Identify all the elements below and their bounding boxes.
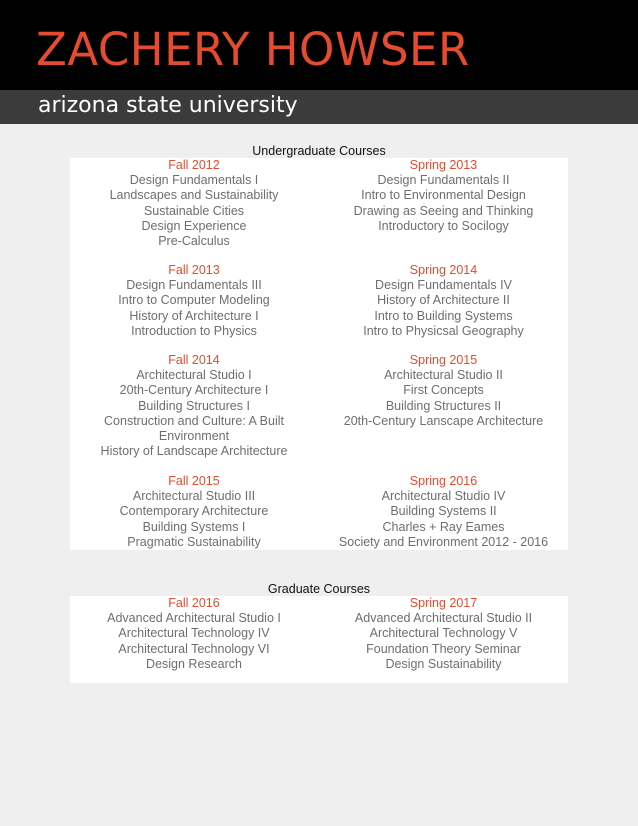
- course-item: Sustainable Cities: [143, 203, 245, 218]
- course-item: Design Sustainability: [385, 656, 502, 671]
- graduate-title: Graduate Courses: [267, 582, 371, 596]
- school-name: arizona state university: [38, 93, 298, 118]
- term-block-right: [321, 263, 566, 339]
- course-item: First Concepts: [403, 383, 484, 398]
- course-item: Architectural Technology IV: [118, 626, 270, 641]
- course-item: Advanced Architectural Studio I: [107, 611, 281, 626]
- course-item: Design Fundamentals IV: [375, 278, 512, 293]
- term-block-right: [321, 474, 566, 550]
- term-block-left: [87, 263, 301, 339]
- course-item: Design Research: [146, 656, 242, 671]
- term-block-right: [321, 158, 566, 234]
- term-heading: Fall 2015: [168, 474, 220, 488]
- course-item: Building Systems I: [142, 519, 246, 534]
- term-heading: Spring 2016: [409, 474, 478, 488]
- course-item: 20th-Century Architecture I: [119, 383, 269, 398]
- course-item: Building Structures I: [138, 398, 250, 413]
- course-item: Architectural Technology V: [369, 626, 518, 641]
- course-item: Drawing as Seeing and Thinking: [353, 203, 534, 218]
- term-block-right: [321, 596, 566, 672]
- course-item: Architectural Studio III: [132, 489, 256, 504]
- course-item: Advanced Architectural Studio II: [354, 611, 533, 626]
- course-item: History of Landscape Architecture: [100, 444, 288, 459]
- term-heading: Fall 2016: [168, 596, 220, 610]
- course-item: Foundation Theory Seminar: [366, 641, 521, 656]
- course-item: Society and Environment 2012 - 2016: [338, 534, 549, 549]
- term-heading: Fall 2014: [168, 353, 220, 367]
- term-block-left: [87, 596, 301, 672]
- course-item: Intro to Physicsal Geography: [363, 323, 524, 338]
- course-item: Architectural Technology VI: [118, 641, 270, 656]
- term-block-left: [87, 158, 301, 249]
- term-heading: Spring 2015: [409, 353, 478, 367]
- course-item: Design Fundamentals II: [377, 173, 510, 188]
- course-item: Architectural Studio II: [384, 368, 503, 383]
- course-item: Intro to Environmental Design: [361, 188, 526, 203]
- course-item: Intro to Computer Modeling: [118, 293, 270, 308]
- course-item: Architectural Studio I: [136, 368, 252, 383]
- term-block-left: [87, 474, 301, 550]
- term-heading: Spring 2013: [409, 158, 478, 172]
- student-name: ZACHERY HOWSER: [36, 23, 470, 76]
- course-item: Building Systems II: [390, 504, 497, 519]
- course-item: 20th-Century Lanscape Architecture: [343, 413, 544, 428]
- course-item: Building Structures II: [385, 398, 502, 413]
- course-item: Introduction to Physics: [131, 323, 257, 338]
- course-item: Construction and Culture: A Built Environment: [104, 413, 284, 444]
- course-item: Pragmatic Sustainability: [127, 534, 261, 549]
- term-heading: Spring 2014: [409, 263, 478, 277]
- course-item: History of Architecture I: [129, 308, 259, 323]
- term-heading: Spring 2017: [409, 596, 478, 610]
- course-item: Contemporary Architecture: [119, 504, 269, 519]
- course-item: Introductory to Socilogy: [378, 218, 509, 233]
- course-item: Pre-Calculus: [158, 234, 230, 249]
- course-item: Architectural Studio IV: [381, 489, 506, 504]
- course-item: Landscapes and Sustainability: [109, 188, 279, 203]
- course-item: Design Experience: [141, 218, 247, 233]
- term-heading: Fall 2012: [168, 158, 220, 172]
- term-block-left: [87, 353, 301, 459]
- term-heading: Fall 2013: [168, 263, 220, 277]
- course-item: Design Fundamentals I: [129, 173, 259, 188]
- undergraduate-title: Undergraduate Courses: [252, 144, 386, 158]
- term-block-right: [321, 353, 566, 429]
- course-item: Charles + Ray Eames: [382, 519, 505, 534]
- course-item: History of Architecture II: [377, 293, 510, 308]
- course-item: Design Fundamentals III: [126, 278, 262, 293]
- course-item: Intro to Building Systems: [374, 308, 513, 323]
